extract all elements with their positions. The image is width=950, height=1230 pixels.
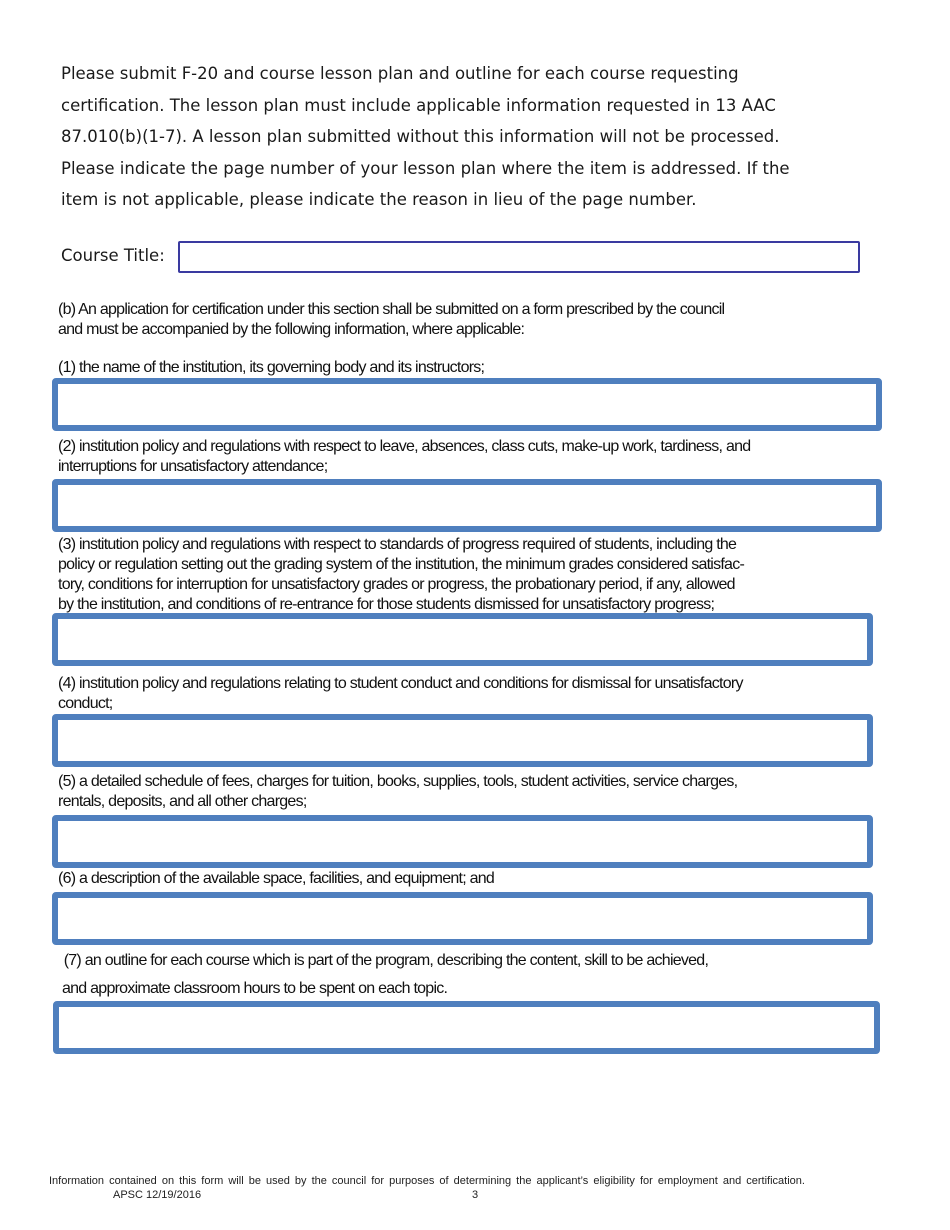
item-7-line: (7) an outline for each course which is part of the program, describing the content, skill to be achieved,	[60, 952, 709, 969]
instructions-line: item is not applicable, please indicate the reason in lieu of the page number.	[61, 190, 697, 209]
footer-note: Information contained on this form will be used by the council for purposes of determining the applicant’s eligibility for employment and certification.	[49, 1175, 805, 1187]
item-5-field[interactable]	[52, 815, 873, 868]
section-b-line: (b) An application for certification under this section shall be submitted on a form prescribed by the council	[58, 301, 725, 318]
item-2-text	[58, 437, 750, 477]
item-5-line: rentals, deposits, and all other charges;	[58, 793, 307, 810]
item-3-line: policy or regulation setting out the grading system of the institution, the minimum grades considered satisfac-	[58, 556, 745, 573]
item-4-line: conduct;	[58, 695, 113, 712]
course-title-label: Course Title:	[61, 246, 165, 265]
instructions-line: 87.010(b)(1-7). A lesson plan submitted without this information will not be processed.	[61, 127, 780, 146]
course-title-field[interactable]	[178, 241, 860, 273]
item-5-text	[58, 772, 737, 812]
item-2-line: (2) institution policy and regulations with respect to leave, absences, class cuts, make-up work, tardiness, and	[58, 438, 751, 455]
item-5-line: (5) a detailed schedule of fees, charges for tuition, books, supplies, tools, student activities, service charges,	[58, 773, 738, 790]
item-3-line: by the institution, and conditions of re-entrance for those students dismissed for unsatisfactory progress;	[58, 596, 715, 613]
item-2-field[interactable]	[52, 479, 882, 532]
item-7-field[interactable]	[53, 1001, 880, 1054]
section-b-text	[58, 300, 724, 340]
item-3-field[interactable]	[52, 613, 873, 666]
item-4-text	[58, 674, 743, 714]
item-4-line: (4) institution policy and regulations relating to student conduct and conditions for dismissal for unsatisfactory	[58, 675, 743, 692]
instructions-line: certification. The lesson plan must include applicable information requested in 13 AAC	[61, 95, 776, 115]
item-6-field[interactable]	[52, 892, 873, 945]
section-b-line: and must be accompanied by the following information, where applicable:	[58, 321, 525, 338]
instructions-line: Please indicate the page number of your lesson plan where the item is addressed. If the	[61, 158, 790, 178]
instructions-paragraph	[61, 58, 861, 216]
item-1-line: (1) the name of the institution, its governing body and its instructors;	[58, 359, 485, 376]
instructions-line: Please submit F-20 and course lesson plan and outline for each course requesting	[61, 64, 739, 83]
item-6-line: (6) a description of the available space, facilities, and equipment; and	[58, 870, 495, 887]
form-id: APSC 12/19/2016	[113, 1189, 202, 1201]
item-3-line: (3) institution policy and regulations with respect to standards of progress required of students, including the	[58, 536, 737, 553]
item-1-text	[58, 358, 484, 378]
item-7-text	[60, 947, 708, 1003]
item-7-line: and approximate classroom hours to be spent on each topic.	[62, 980, 448, 997]
item-3-text	[58, 535, 744, 615]
item-3-line: tory, conditions for interruption for unsatisfactory grades or progress, the probationary period, if any, allowed	[58, 576, 735, 593]
item-2-line: interruptions for unsatisfactory attendance;	[58, 458, 328, 475]
item-1-field[interactable]	[52, 378, 882, 431]
page-number: 3	[472, 1189, 479, 1201]
item-6-text	[58, 869, 494, 889]
item-4-field[interactable]	[52, 714, 873, 767]
